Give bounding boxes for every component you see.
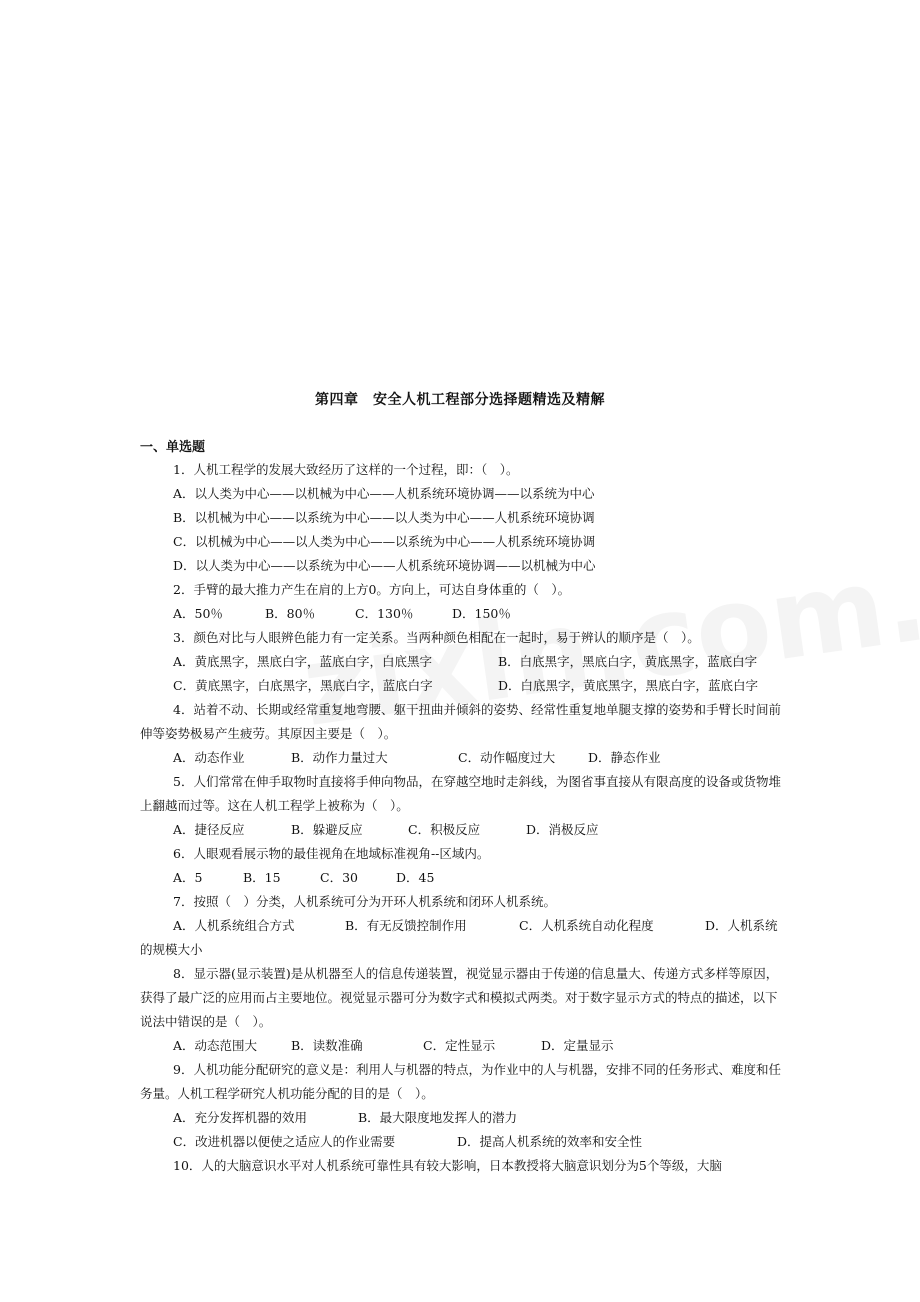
options-row [140, 650, 785, 674]
option: C．动作幅度过大 [458, 750, 556, 765]
option: C．黄底黑字，白底黑字，黑底白字，蓝底白字 [173, 678, 433, 693]
option: C．积极反应 [408, 822, 481, 837]
option: C．人机系统自动化程度 [519, 918, 654, 933]
option: C．改进机器以便使之适应人的作业需要 [173, 1134, 396, 1149]
options-row [140, 602, 785, 626]
option: B．最大限度地发挥人的潜力 [358, 1110, 518, 1125]
option: D．定量显示 [541, 1038, 614, 1053]
option: B．80％ [265, 606, 316, 621]
option: B．以机械为中心——以系统为中心——以人类为中心——人机系统环境协调 [173, 510, 595, 525]
option: B．动作力量过大 [291, 750, 388, 765]
question-8: 8．显示器(显示装置)是从机器至人的信息传递装置，视觉显示器由于传递的信息量大、传递方式多样等原因，获得了最广泛的应用而占主要地位。视觉显示器可分为数字式和模拟式两类。对于数字显示方式的特点的描述，以下说法中错误的是（ ）。 [140, 966, 779, 1029]
question-10: 10．人的大脑意识水平对人机系统可靠性具有较大影响，日本教授将大脑意识划分为5个等级，大脑 [173, 1158, 722, 1173]
question-5: 5．人们常常在伸手取物时直接将手伸向物品，在穿越空地时走斜线，为图省事直接从有限高度的设备或货物堆上翻越而过等。这在人机工程学上被称为（ ）。 [140, 774, 781, 813]
question-3: 3．颜色对比与人眼辨色能力有一定关系。当两种颜色相配在一起时，易于辨认的顺序是（ ）。 [173, 630, 700, 645]
option: A．50％ [173, 606, 223, 621]
options-row [140, 746, 785, 770]
options-row [140, 1034, 785, 1058]
option: B．读数准确 [291, 1038, 363, 1053]
question-4: 4．站着不动、长期或经常重复地弯腰、躯干扭曲并倾斜的姿势、经常性重复地单腿支撑的姿势和手臂长时间前伸等姿势极易产生疲劳。其原因主要是（ ）。 [140, 702, 781, 741]
option: A．5 [173, 870, 203, 885]
option: C．30 [320, 870, 358, 885]
option: D．人机系统 [705, 918, 778, 933]
option: D．150％ [452, 606, 511, 621]
question-2: 2．手臂的最大推力产生在肩的上方0。方向上，可达自身体重的（ ）。 [173, 582, 571, 597]
section-heading: 一、单选题 [140, 440, 206, 455]
option: B．白底黑字，黑底白字，黄底黑字，蓝底白字 [498, 654, 758, 669]
options-row [140, 1106, 785, 1130]
option: A．动态范围大 [173, 1038, 258, 1053]
option: D．静态作业 [588, 750, 661, 765]
option: C．130％ [355, 606, 414, 621]
options-row [140, 914, 785, 938]
options-row [140, 1130, 785, 1154]
option: D．45 [396, 870, 435, 885]
question-6: 6．人眼观看展示物的最佳视角在地域标准视角--区域内。 [173, 846, 490, 861]
question-1: 1．人机工程学的发展大致经历了这样的一个过程，即：（ ）。 [173, 462, 519, 477]
question-list [140, 458, 785, 1178]
options-row [140, 866, 785, 890]
question-7: 7．按照（ ）分类，人机系统可分为开环人机系统和闭环人机系统。 [173, 894, 556, 909]
option: C．定性显示 [423, 1038, 496, 1053]
option: A．充分发挥机器的效用 [173, 1110, 308, 1125]
option: A．人机系统组合方式 [173, 918, 295, 933]
option: A．动态作业 [173, 750, 245, 765]
options-row [140, 674, 785, 698]
options-row [140, 818, 785, 842]
option: B．有无反馈控制作用 [345, 918, 467, 933]
option: A．捷径反应 [173, 822, 245, 837]
option: C．以机械为中心——以人类为中心——以系统为中心——人机系统环境协调 [173, 534, 596, 549]
option: B．躲避反应 [291, 822, 363, 837]
chapter-title: 第四章 安全人机工程部分选择题精选及精解 [315, 392, 605, 408]
question-9: 9．人机功能分配研究的意义是：利用人与机器的特点，为作业中的人与机器，安排不同的任务形式、难度和任务量。人机工程学研究人机功能分配的目的是（ ）。 [140, 1062, 781, 1101]
option: A．以人类为中心——以机械为中心——人机系统环境协调——以系统为中心 [173, 486, 595, 501]
option: D．白底黑字，黄底黑字，黑底白字，蓝底白字 [498, 678, 759, 693]
option: D．以人类为中心——以系统为中心——人机系统环境协调——以机械为中心 [173, 558, 596, 573]
option: A．黄底黑字，黑底白字，蓝底白字，白底黑字 [173, 654, 433, 669]
option: B．15 [243, 870, 281, 885]
option: D．提高人机系统的效率和安全性 [457, 1134, 643, 1149]
option-continuation: 的规模大小 [140, 942, 203, 957]
option: D．消极反应 [526, 822, 599, 837]
